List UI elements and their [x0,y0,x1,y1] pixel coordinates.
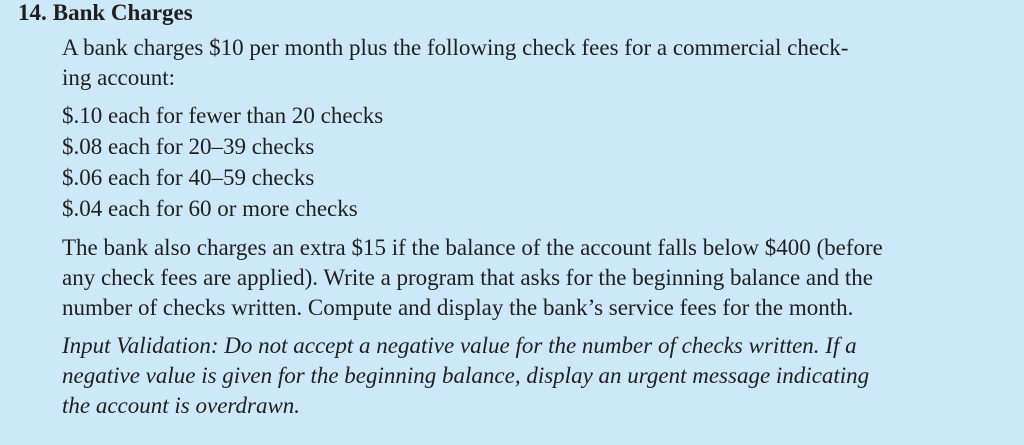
intro-line: ing account: [62,65,176,90]
input-validation-paragraph [62,331,992,421]
fee-item: $.08 each for 20–39 checks [62,134,315,159]
intro-paragraph [62,33,992,93]
extra-line: The bank also charges an extra $15 if the balance of the account falls below $400 (before [62,235,883,260]
exercise-body [62,33,992,421]
exercise-heading [18,0,193,26]
fee-item: $.04 each for 60 or more checks [62,196,358,221]
validation-line: Input Validation: Do not accept a negative value for the number of checks written. If a [62,333,857,358]
validation-line: the account is overdrawn. [62,393,301,418]
extra-line: number of checks written. Compute and display the bank’s service fees for the month. [62,295,854,320]
validation-line: negative value is given for the beginning balance, display an urgent message indicating [62,363,870,388]
extra-charge-paragraph [62,233,992,323]
fee-list [62,101,992,225]
intro-line: A bank charges $10 per month plus the following check fees for a commercial check- [62,35,849,60]
extra-line: any check fees are applied). Write a program that asks for the beginning balance and the [62,265,873,290]
exercise-title: Bank Charges [52,0,193,25]
exercise-number: 14. [18,0,47,25]
fee-item: $.06 each for 40–59 checks [62,165,315,190]
fee-item: $.10 each for fewer than 20 checks [62,103,384,128]
